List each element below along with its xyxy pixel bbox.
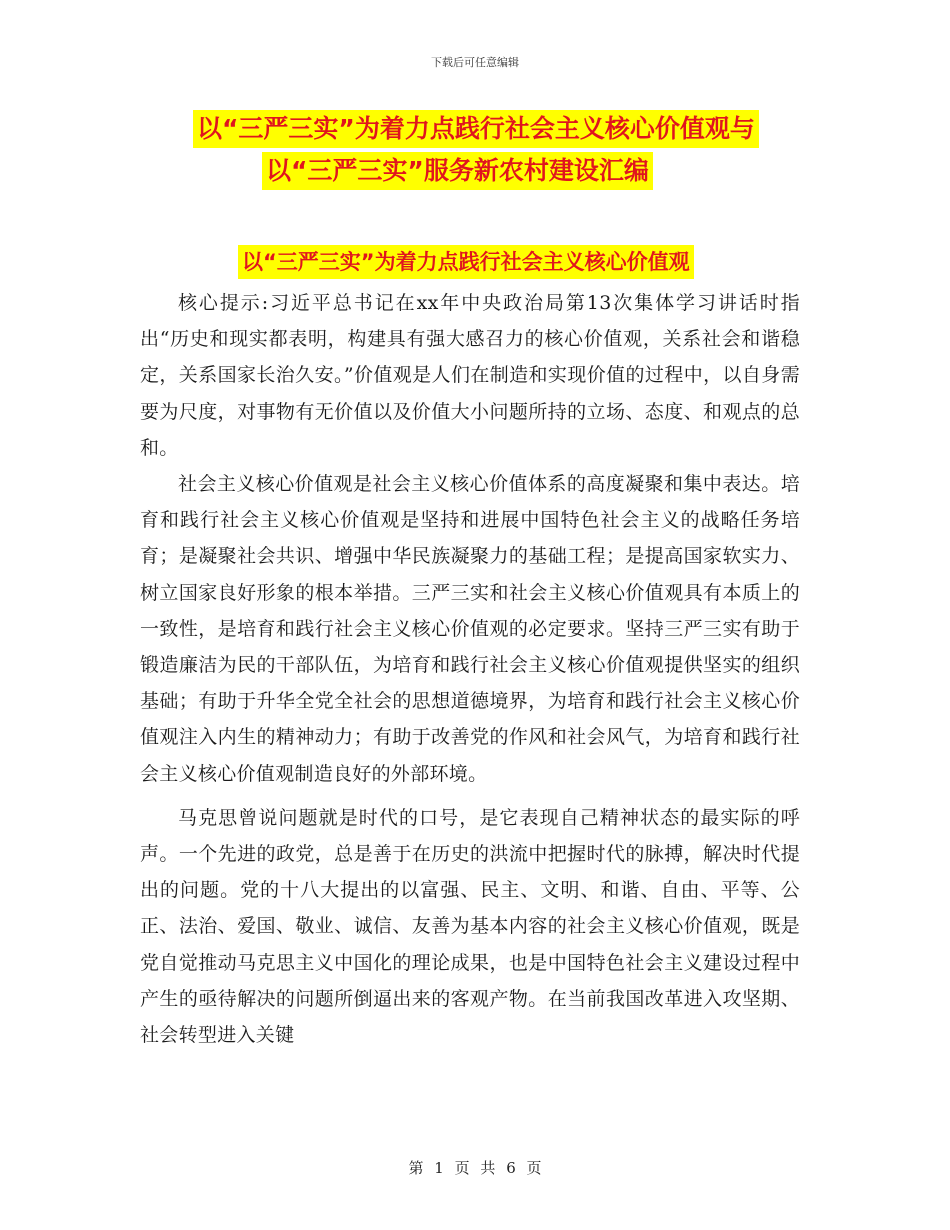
title-line-2: 以“三严三实”服务新农村建设汇编	[262, 152, 653, 190]
paragraph-1: 核心提示:习近平总书记在xx年中央政治局第13次集体学习讲话时指出“历史和现实都表明，构建具有强大感召力的核心价值观，关系社会和谐稳定，关系国家长治久安。”价值观是人们在制造和实现价值的过程中，以自身需要为尺度，对事物有无价值以及价值大小问题所持的立场、态度、和观点的总和。	[140, 292, 800, 459]
document-title	[0, 110, 950, 194]
footer-total-pages: 6	[506, 1159, 516, 1177]
footer-page-number: 1	[434, 1159, 444, 1177]
footer-page-label: 页	[454, 1159, 470, 1177]
paragraph-3: 马克思曾说问题就是时代的口号，是它表现自己精神状态的最实际的呼声。一个先进的政党，总是善于在历史的洪流中把握时代的脉搏，解决时代提出的问题。党的十八大提出的以富强、民主、文明、和谐、自由、平等、公正、法治、爱国、敬业、诚信、友善为基本内容的社会主义核心价值观，既是党自觉推动马克思主义中国化的理论成果，也是中国特色社会主义建设过程中产生的亟待解决的问题所倒逼出来的客观产物。在当前我国改革进入攻坚期、社会转型进入关键	[140, 806, 800, 1047]
footer-total-prefix: 共	[480, 1159, 496, 1177]
body-text	[140, 285, 800, 1053]
paragraph-2: 社会主义核心价值观是社会主义核心价值体系的高度凝聚和集中表达。培育和践行社会主义核心价值观是坚持和进展中国特色社会主义的战略任务培育；是凝聚社会共识、增强中华民族凝聚力的基础工程；是提高国家软实力、树立国家良好形象的根本举措。三严三实和社会主义核心价值观具有本质上的一致性，是培育和践行社会主义核心价值观的必定要求。坚持三严三实有助于锻造廉洁为民的干部队伍，为培育和践行社会主义核心价值观提供坚实的组织基础；有助于升华全党全社会的思想道德境界，为培育和践行社会主义核心价值观注入内生的精神动力；有助于改善党的作风和社会风气，为培育和践行社会主义核心价值观制造良好的外部环境。	[140, 473, 800, 785]
section-heading: 以“三严三实”为着力点践行社会主义核心价值观	[238, 245, 694, 279]
header-note: 下载后可任意编辑	[431, 56, 519, 69]
footer-prefix: 第	[408, 1159, 424, 1177]
footer-suffix: 页	[526, 1159, 542, 1177]
title-line-1: 以“三严三实”为着力点践行社会主义核心价值观与	[193, 110, 759, 148]
page-footer	[0, 1157, 950, 1178]
